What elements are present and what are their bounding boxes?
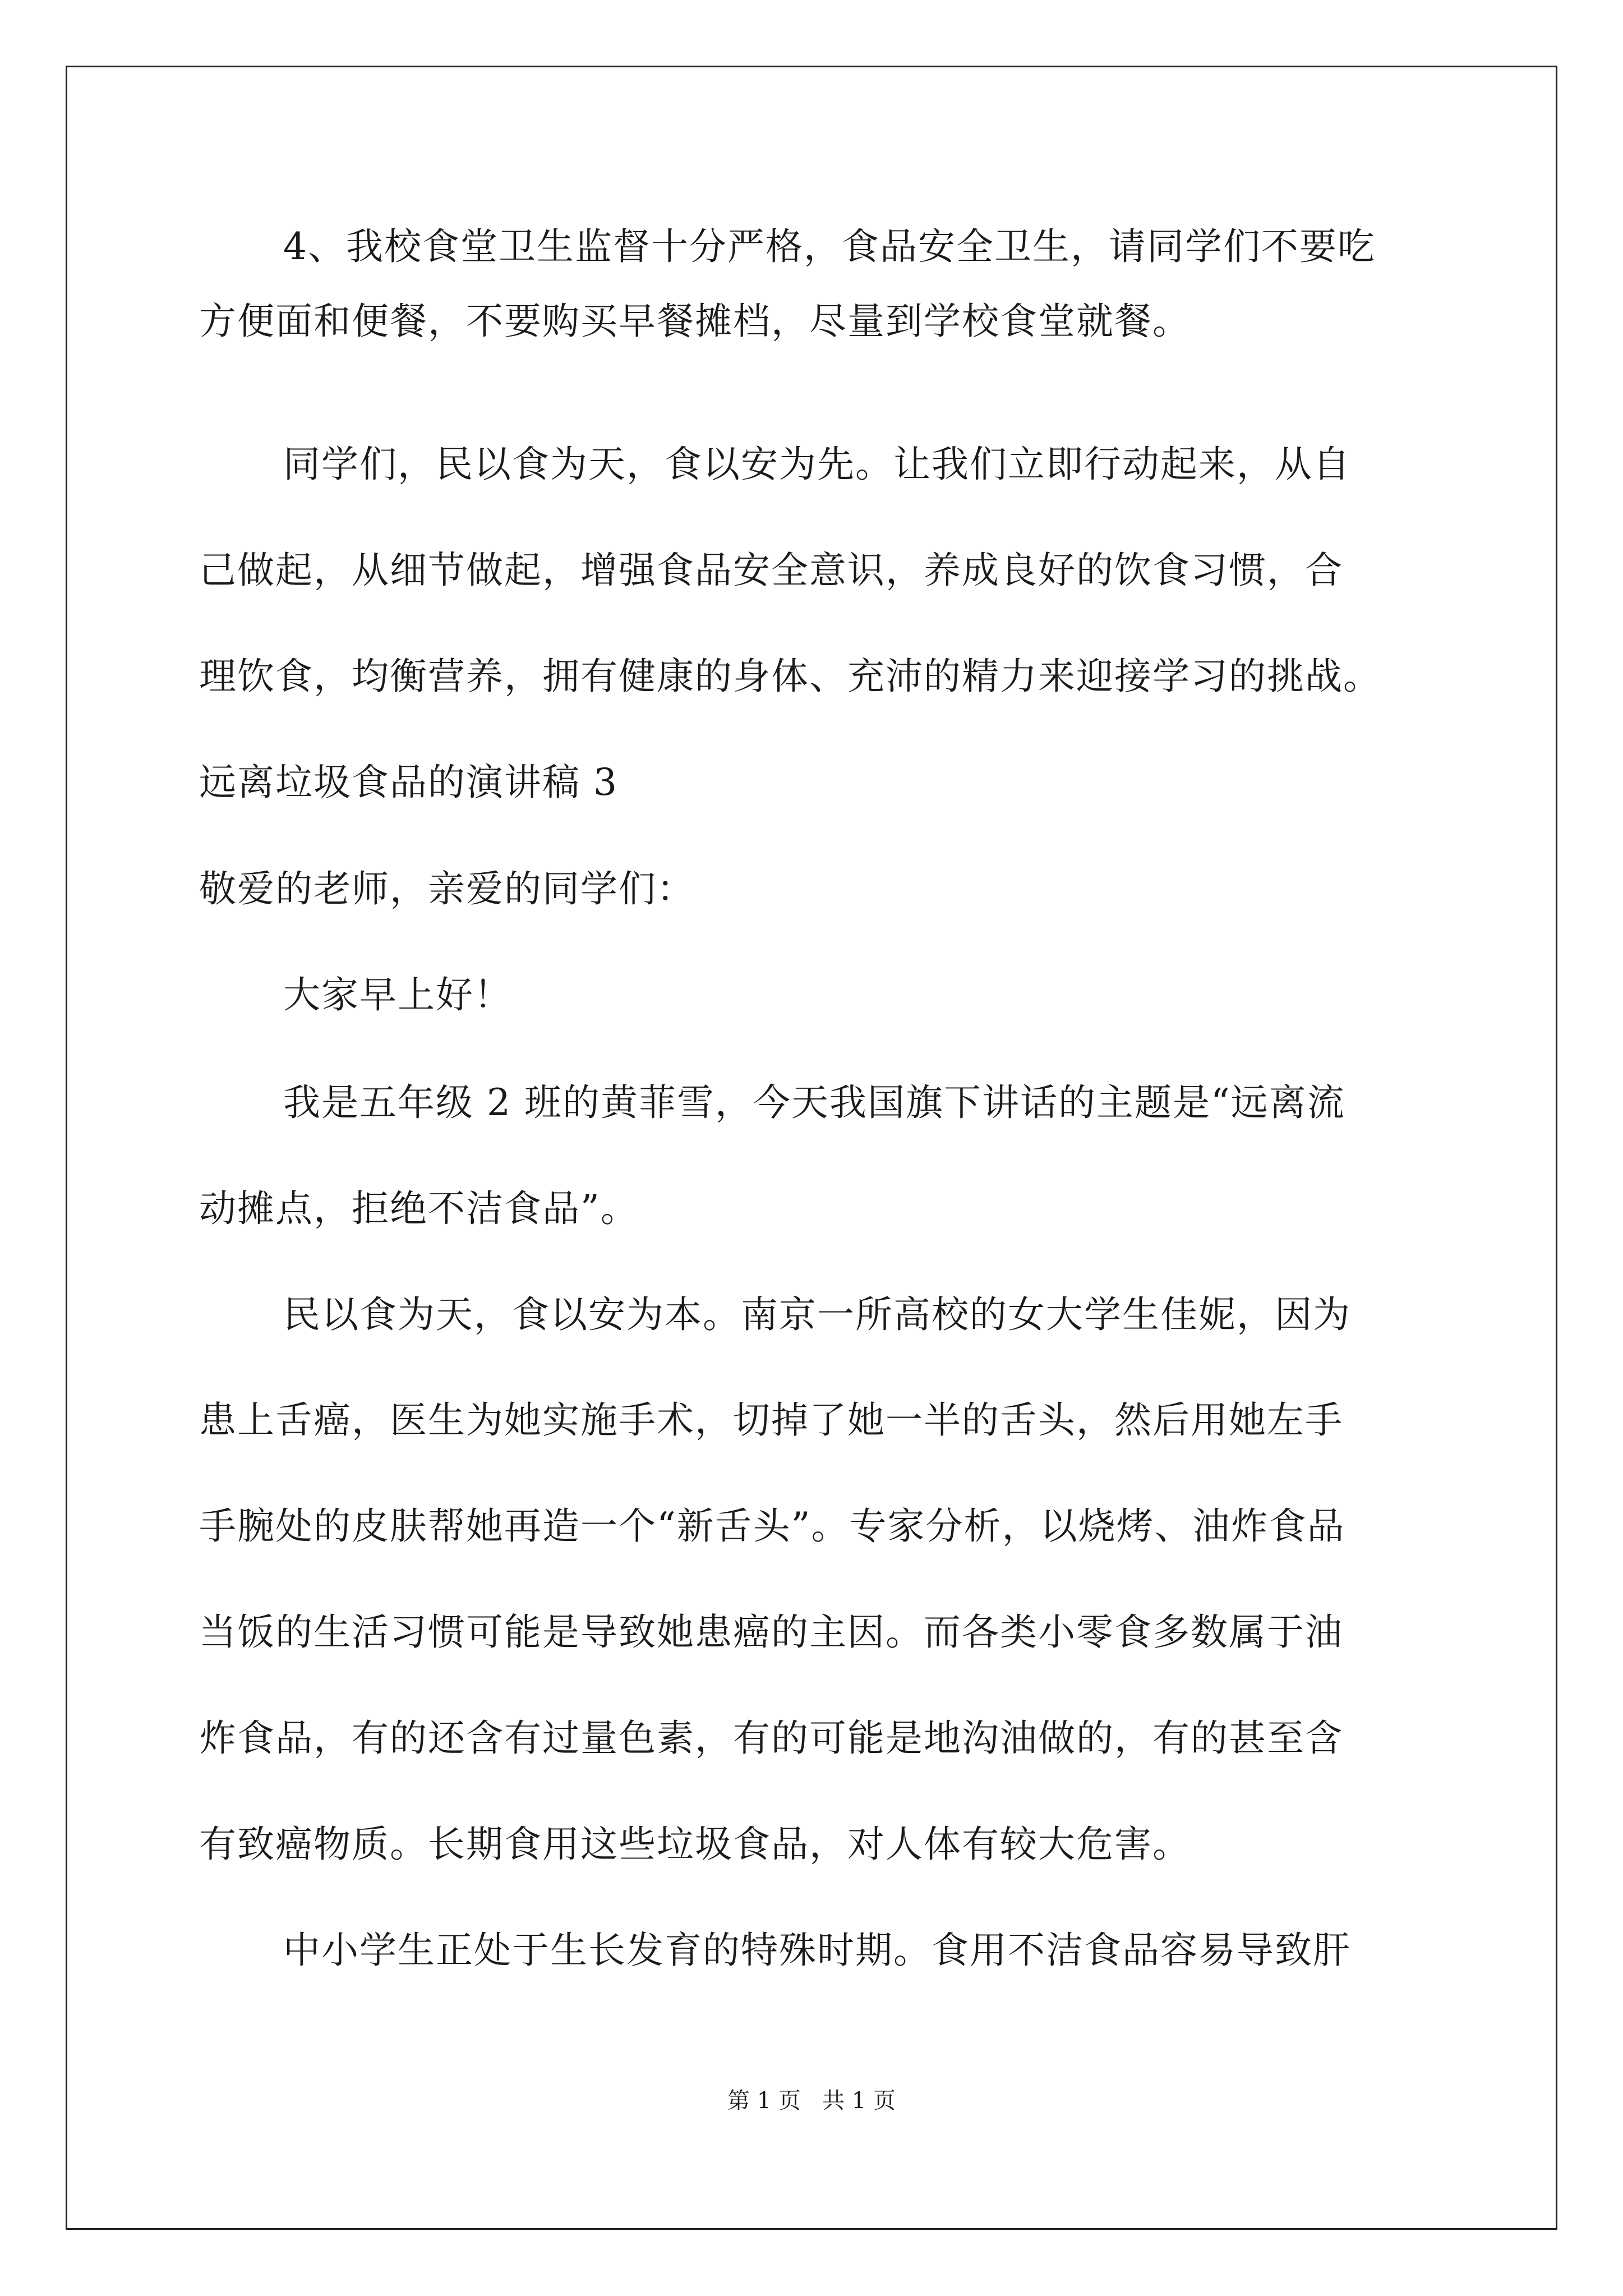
body-text-line: 中小学生正处于生长发育的特殊时期。食用不洁食品容易导致肝 <box>283 1929 1351 1972</box>
body-text-line: 同学们，民以食为天，食以安为先。让我们立即行动起来，从自 <box>283 443 1351 486</box>
body-text-line: 炸食品，有的还含有过量色素，有的可能是地沟油做的，有的甚至含 <box>199 1717 1343 1760</box>
page-footer: 第 1 页 共 1 页 <box>727 2088 896 2114</box>
greeting: 大家早上好！ <box>283 973 512 1016</box>
body-text-line: 民以食为天，食以安为本。南京一所高校的女大学生佳妮，因为 <box>283 1293 1351 1336</box>
page-border <box>66 66 1557 2230</box>
body-text-line: 理饮食，均衡营养，拥有健康的身体、充沛的精力来迎接学习的挑战。 <box>199 655 1381 698</box>
body-text-line: 4、我校食堂卫生监督十分严格，食品安全卫生，请同学们不要吃 <box>283 225 1376 268</box>
body-text-line: 动摊点，拒绝不洁食品”。 <box>199 1187 639 1230</box>
body-text-line: 当饭的生活习惯可能是导致她患癌的主因。而各类小零食多数属于油 <box>199 1611 1343 1654</box>
body-text-line: 患上舌癌，医生为她实施手术，切掉了她一半的舌头，然后用她左手 <box>199 1398 1343 1442</box>
body-text-line: 己做起，从细节做起，增强食品安全意识，养成良好的饮食习惯，合 <box>199 549 1343 592</box>
section-heading: 远离垃圾食品的演讲稿 3 <box>199 761 618 804</box>
salutation: 敬爱的老师，亲爱的同学们： <box>199 867 695 910</box>
body-text-line: 手腕处的皮肤帮她再造一个“新舌头”。专家分析，以烧烤、油炸食品 <box>199 1504 1345 1548</box>
body-text-line: 我是五年级 2 班的黄菲雪，今天我国旗下讲话的主题是“远离流 <box>283 1081 1345 1124</box>
body-text-line: 有致癌物质。长期食用这些垃圾食品，对人体有较大危害。 <box>199 1823 1191 1866</box>
body-text-line: 方便面和便餐，不要购买早餐摊档，尽量到学校食堂就餐。 <box>199 300 1191 343</box>
